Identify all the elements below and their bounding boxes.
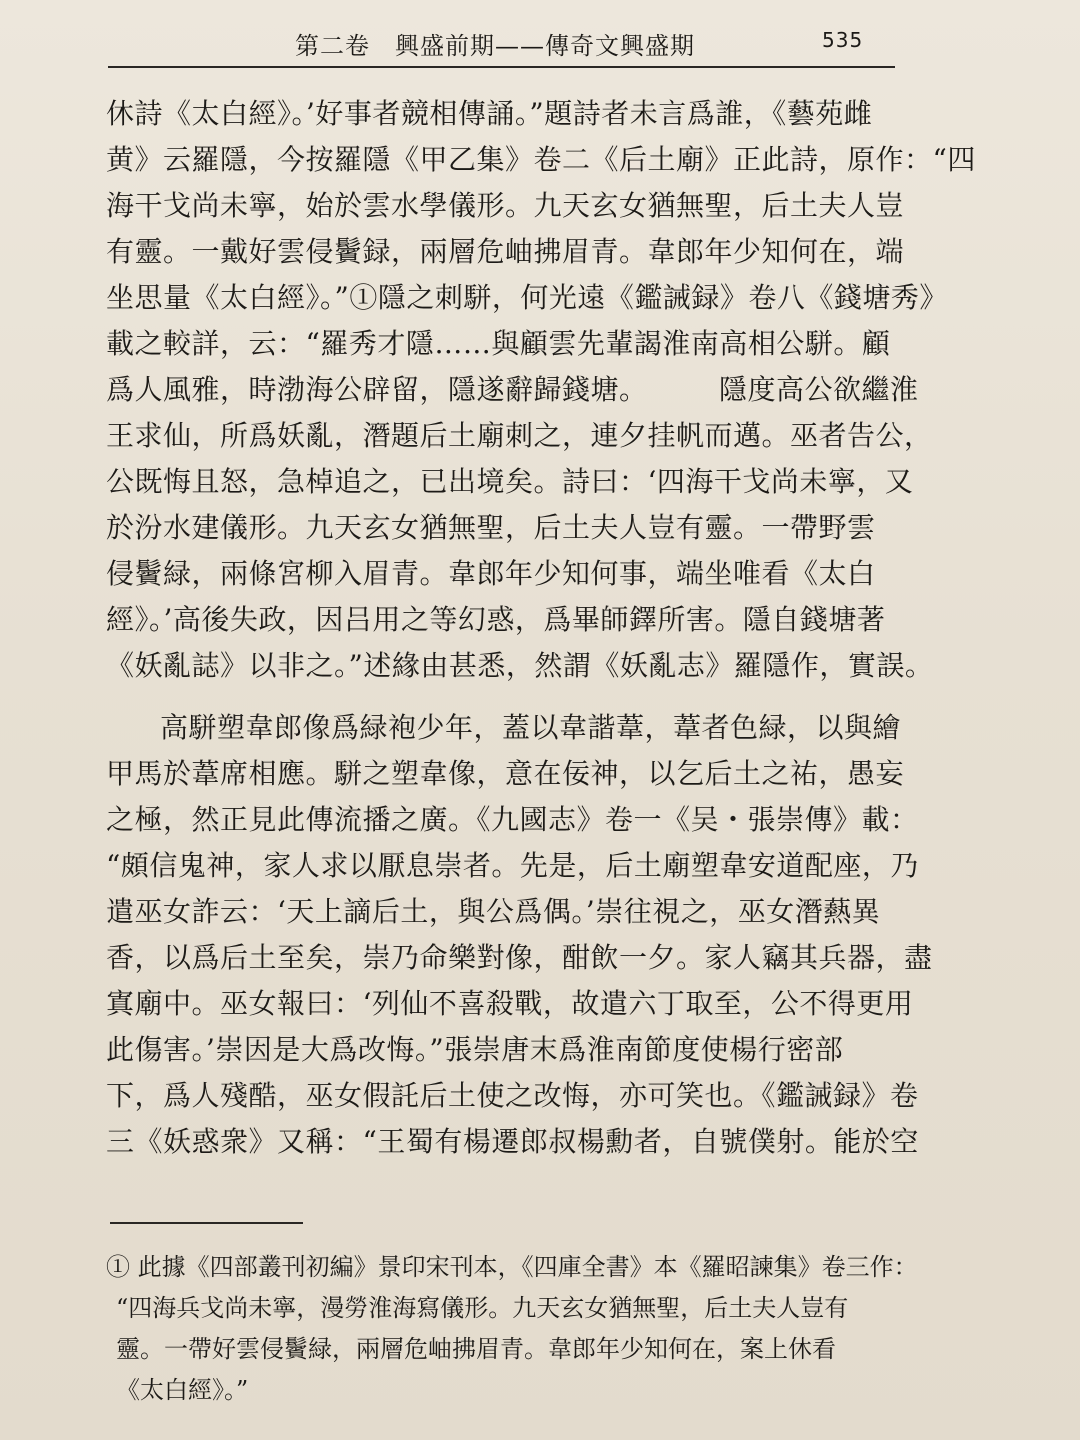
text-line: 甲馬於葦席相應。駢之塑韋像，意在佞神，以乞后土之祐，愚妄	[106, 757, 905, 790]
text-line: 公既悔且怒，急棹追之，已出境矣。詩曰：‘四海干戈尚未寧，又	[106, 465, 914, 498]
text-line: 於汾水建儀形。九天玄女猶無聖，后土夫人豈有靈。一帶野雲	[106, 511, 876, 544]
footnote-line: “四海兵戈尚未寧，漫勞淮海寫儀形。九天玄女猶無聖，后土夫人豈有	[116, 1294, 849, 1322]
text-line: 之極，然正見此傳流播之廣。《九國志》卷一《吴・張崇傳》載：	[106, 803, 919, 836]
text-line: 香，以爲后土至矣，崇乃命樂對像，酣飲一夕。家人竊其兵器，盡	[106, 941, 933, 974]
text-line: 爲人風雅，時渤海公辟留，隱遂辭歸錢塘。 隱度高公欲繼淮	[106, 373, 919, 406]
footnote-line: 《太白經》。”	[116, 1376, 249, 1404]
page-header	[110, 24, 900, 64]
text-line: 黄》云羅隱，今按羅隱《甲乙集》卷二《后土廟》正此詩，原作：“四	[106, 143, 976, 176]
body-text	[106, 91, 976, 1165]
text-line: 下，爲人殘酷，巫女假託后土使之改悔，亦可笑也。《鑑誡録》卷	[106, 1079, 919, 1112]
footnotes	[106, 1247, 926, 1411]
text-line: 《妖亂誌》以非之。”述緣由甚悉，然謂《妖亂志》羅隱作，實誤。	[106, 649, 934, 682]
text-line: 三《妖惑衆》又稱：“王蜀有楊遷郎叔楊勳者，自號僕射。能於空	[106, 1125, 919, 1158]
text-line: 此傷害。’崇因是大爲改悔。”張崇唐末爲淮南節度使楊行密部	[106, 1033, 844, 1066]
footnote-line: 靈。一帶好雲侵鬢緑，兩層危岫拂眉青。韋郎年少知何在，案上休看	[116, 1335, 836, 1363]
text-line: 經》。’高後失政，因吕用之等幻惑，爲畢師鐸所害。隱自錢塘著	[106, 603, 886, 636]
page-number: 535	[822, 28, 864, 52]
running-title: 第二卷 興盛前期——傳奇文興盛期	[295, 32, 695, 60]
text-line: 海干戈尚未寧，始於雲水學儀形。九天玄女猶無聖，后土夫人豈	[106, 189, 905, 222]
text-line: 載之較詳，云：“羅秀才隱……與顧雲先輩謁淮南高相公駢。顧	[106, 327, 891, 360]
text-line: 休詩《太白經》。’好事者競相傳誦。”題詩者未言爲誰，《藝苑雌	[106, 97, 873, 130]
footnote-rule	[110, 1222, 303, 1224]
text-line: 遣巫女詐云：‘天上謫后土，與公爲偶。’崇往視之，巫女潛爇異	[106, 895, 881, 928]
text-line: “頗信鬼神，家人求以厭息崇者。先是，后土廟塑韋安道配座，乃	[106, 849, 919, 882]
text-line: 有靈。一戴好雲侵鬢録，兩層危岫拂眉青。韋郎年少知何在，端	[106, 235, 905, 268]
text-line: 王求仙，所爲妖亂，潛題后土廟刺之，連夕挂帆而邁。巫者告公，	[106, 419, 933, 452]
text-line: 坐思量《太白經》。”①隱之刺駢，何光遠《鑑誡録》卷八《錢塘秀》	[106, 281, 948, 314]
footnote-line: ① 此據《四部叢刊初編》景印宋刊本，《四庫全書》本《羅昭諫集》卷三作：	[106, 1253, 918, 1281]
paragraph-first-line: 高駢塑韋郎像爲緑袍少年，蓋以韋諧葦，葦者色緑，以與繪	[160, 711, 902, 744]
header-rule	[108, 66, 895, 68]
text-line: 侵鬢緑，兩條宮柳入眉青。韋郎年少知何事，端坐唯看《太白	[106, 557, 876, 590]
text-line: 寘廟中。巫女報曰：‘列仙不喜殺戰，故遣六丁取至，公不得更用	[106, 987, 914, 1020]
